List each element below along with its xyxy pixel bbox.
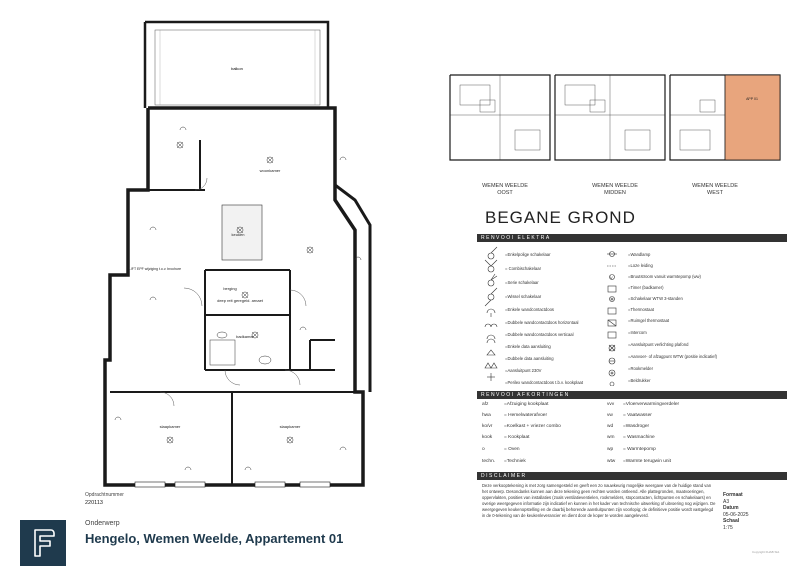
legend-item: =Schakelaar WTW 3-standen (628, 296, 683, 301)
legend-item: =Timer (badkamer) (628, 285, 664, 290)
legend-item: =Aansluitpunt verlichting plafond (628, 342, 689, 347)
date-value: 05-06-2025 (723, 511, 749, 518)
abbr-key: hwa (482, 413, 491, 418)
abbr-key: afz (482, 402, 489, 407)
key-label-midden: WEMEN WEELDE MIDDEN (592, 183, 638, 196)
renvooi-afkortingen-title: RENVOOI AFKORTINGEN (477, 391, 787, 399)
key-label-west: WEMEN WEELDE WEST (692, 183, 738, 196)
abbr-key: wm (607, 435, 615, 440)
legend-item: =Enkele data aansluiting (505, 344, 551, 349)
abbr-key: vvv (607, 402, 615, 407)
highlighted-apartment (725, 75, 780, 160)
copyright: Copyright FHAB Std. (752, 550, 780, 554)
key-plan (440, 60, 790, 180)
abbr-value: = Oven (504, 447, 520, 452)
abbr-value: =Koelkast + vriezer combo (504, 424, 561, 429)
meta-block (723, 492, 749, 531)
note-dtp: deep reit geregeld. arnaet (217, 298, 263, 303)
legend-item: =Rookmelder (628, 366, 654, 371)
legend-item: =Dubbele data aansluiting (505, 356, 554, 361)
room-label-badkamer: badkamer (236, 334, 254, 339)
legend-item: =Intercom (628, 330, 647, 335)
scale-label: Schaal (723, 518, 740, 524)
abbr-value: = Kookplaat (504, 435, 530, 440)
legend-item: =Loze leiding (628, 263, 653, 268)
legend-item: =Enkele wandcontactdoos (505, 307, 555, 312)
legend-item: =Wissel schakelaar (505, 294, 542, 299)
key-plan-drawing (440, 60, 790, 165)
legend-item: =Thermostaat (628, 307, 654, 312)
room-label-slaapkamer-2: slaapkamer (279, 424, 301, 429)
format-value: A3 (723, 498, 730, 505)
note-lift: LIFT EPF wijziging t.o.v. brochure (128, 267, 182, 271)
abbr-key: o (482, 447, 485, 452)
key-label-oost: WEMEN WEELDE OOST (482, 183, 528, 196)
legend-item: =Wandlamp (628, 252, 651, 257)
room-label-berging: berging (223, 286, 237, 291)
abbr-key: vw (607, 413, 613, 418)
abbr-value: =Wasdroger (623, 424, 650, 429)
company-logo (20, 520, 66, 566)
disclaimer-text: Deze verkooptekening is met zorg samengesteld en geeft een zo nauwkeurig mogelijke weergave van de huidige stand van het ontwerp. Desondanks kunnen aan deze tekening geen rechten worden ontleend. Alle plattegronden, maatvoeringen, oppervlakten, posities van installaties (zoals ventilatieventielen, rookmelders, stopcontacten, lichtpunten en schakelaars) en overige weergegeven informatie zijn indicatief en kunnen in het kader van technische uitwerking of uitvoering nog wijzigen. De weergegeven keukenopstelling en de daarbij behorende aansluitpunten zijn voorlopig; de definitieve positie wordt vastgelegd in de 0-tekening van de keukenleverancier en dient door de koper te worden aangeleverd. (482, 483, 716, 518)
legend-item: = Combischakelaar (505, 266, 541, 271)
abbr-value: =Vloerverwarmingverdeler (623, 402, 680, 407)
abbr-key: wd (607, 424, 614, 429)
room-label-balkon: balkon (231, 66, 243, 71)
disclaimer-title: DISCLAIMER (477, 472, 787, 480)
date-label: Datum (723, 505, 739, 511)
legend-item: =Aansluitpunt 230V (505, 368, 542, 373)
legend-item: =Dubbele wandcontactdoos horizontaal (505, 320, 579, 325)
abbr-value: = Hemelwaterafvoer (504, 413, 548, 418)
subject-label: Onderwerp (85, 520, 120, 527)
svg-text:V: V (610, 275, 613, 280)
room-label-keuken: keuken (231, 232, 245, 237)
abbr-value: = Vaatwasser (623, 413, 652, 418)
abbr-value: =Techniek (504, 459, 526, 464)
legend-item: =Aanvoer- of afzagpunt WTW (positie indicatief) (628, 354, 718, 359)
abbr-value: = Warmtepomp (623, 447, 656, 452)
legend-item: =Serie schakelaar (505, 280, 539, 285)
abbr-key: wtw (607, 459, 616, 464)
legend-item: =Ruimgel thermostaat (628, 318, 670, 323)
highlight-label: APP 01 (746, 97, 758, 101)
logo-icon (20, 520, 66, 566)
abbr-key: kook (482, 435, 493, 440)
renvooi-elektra-title: RENVOOI ELEKTRA (477, 234, 787, 242)
abbr-key: wp (607, 447, 614, 452)
format-label: Formaat (723, 492, 743, 498)
legend-item: =Enkelpolige schakelaar (505, 252, 551, 257)
document-title: Hengelo, Wemen Weelde, Appartement 01 (85, 531, 344, 546)
floor-heading: BEGANE GROND (485, 208, 636, 227)
abbr-value: =Afzuiging kookplaat (504, 402, 549, 407)
legend-item: =Perilex wandcontactdoos t.b.v. kookplaat (505, 380, 584, 385)
abbr-value: = Wasmachine (623, 435, 655, 440)
abbr-value: =Warmte terugwin unit (623, 459, 671, 464)
order-number: 220113 (85, 500, 103, 506)
abbr-key: techn. (482, 459, 496, 464)
legend-item: =Bruutstroom vanuit warmtepomp (ww) (628, 274, 701, 279)
room-label-woonkamer: woonkamer (259, 168, 281, 173)
legend-item: =Beldrukker (628, 378, 651, 383)
room-label-slaapkamer-1: slaapkamer (159, 424, 181, 429)
order-label: Opdrachtnummer (85, 492, 124, 498)
legend-item: =Dubbele wandcontactdoos verticaal (505, 332, 574, 337)
abbr-key: ko/vr (482, 424, 493, 429)
scale-value: 1:75 (723, 524, 733, 531)
